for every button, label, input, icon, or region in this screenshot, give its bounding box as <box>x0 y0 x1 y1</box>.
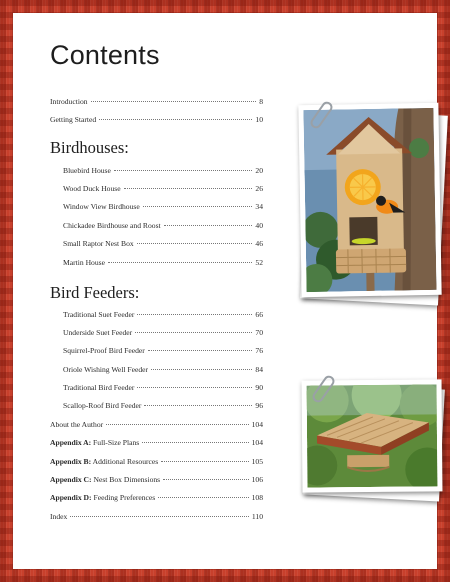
appendix-tag: Appendix C: <box>50 475 92 484</box>
toc-entry-label: Window View Birdhouse <box>63 202 140 211</box>
toc-entry-label: Traditional Bird Feeder <box>63 383 135 392</box>
toc-entry-page: 8 <box>259 97 263 106</box>
dot-leader <box>108 255 252 263</box>
toc-entry-appendix-a <box>50 437 263 449</box>
toc-entry-page: 104 <box>251 438 263 447</box>
toc-entry-getting-started <box>50 114 263 126</box>
dot-leader <box>70 509 249 517</box>
section-heading-birdhouses: Birdhouses: <box>50 138 129 157</box>
appendix-title: Feeding Preferences <box>91 493 156 502</box>
dot-leader <box>137 236 253 244</box>
birdhouse-photo-image <box>303 108 436 292</box>
toc-entry-label <box>50 474 160 486</box>
toc-entry-introduction <box>50 96 263 108</box>
toc-entry <box>63 257 263 269</box>
dot-leader <box>142 435 248 443</box>
appendix-tag: Appendix B: <box>50 457 92 466</box>
toc-entry-appendix-d <box>50 492 263 504</box>
toc-entry-page: 106 <box>251 475 263 484</box>
toc-entry-label: Bluebird House <box>63 166 111 175</box>
toc-entry <box>63 238 263 250</box>
dot-leader <box>163 472 248 480</box>
dot-leader <box>148 343 253 351</box>
toc-entry-page: 76 <box>255 346 263 355</box>
toc-entry-label: Index <box>50 512 68 521</box>
toc-entry-page: 34 <box>255 202 263 211</box>
toc-entry-page: 108 <box>251 493 263 502</box>
dot-leader <box>124 181 253 189</box>
toc-entry-label: Squirrel-Proof Bird Feeder <box>63 346 145 355</box>
appendix-tag: Appendix A: <box>50 438 92 447</box>
toc-entry-page: 96 <box>255 401 263 410</box>
toc-entry-label: Chickadee Birdhouse and Roost <box>63 221 161 230</box>
dot-leader <box>144 398 252 406</box>
toc-entry <box>63 309 263 321</box>
toc-entry-page: 70 <box>255 328 263 337</box>
appendix-title: Full-Size Plans <box>91 438 140 447</box>
birdhouse-photo <box>298 103 441 297</box>
toc-entry-appendix-b <box>50 456 263 468</box>
toc-entry-page: 52 <box>255 258 263 267</box>
appendix-title: Additional Resources <box>91 457 159 466</box>
dot-leader <box>158 490 248 498</box>
toc-entry-label: Traditional Suet Feeder <box>63 310 135 319</box>
toc-entry-page: 66 <box>255 310 263 319</box>
toc-entry-page: 40 <box>255 221 263 230</box>
section-heading-bird-feeders: Bird Feeders: <box>50 283 140 302</box>
dot-leader <box>151 362 252 370</box>
toc-entry-page: 46 <box>255 239 263 248</box>
toc-entry-label: Oriole Wishing Well Feeder <box>63 365 149 374</box>
toc-entry-page: 110 <box>251 512 263 521</box>
dot-leader <box>164 218 253 226</box>
page-title: Contents <box>50 40 160 70</box>
toc-entry-label: Scallop-Roof Bird Feeder <box>63 401 142 410</box>
dot-leader <box>99 112 252 120</box>
appendix-title: Nest Box Dimensions <box>91 475 161 484</box>
toc-entry <box>63 364 263 376</box>
birdhouse-illustration <box>303 108 436 292</box>
feeder-illustration <box>307 384 438 487</box>
toc-entry-appendix-c <box>50 474 263 486</box>
dot-leader <box>91 94 257 102</box>
toc-entry-page: 26 <box>255 184 263 193</box>
toc-entry-label <box>50 492 155 504</box>
appendix-tag: Appendix D: <box>50 493 92 502</box>
toc-entry-page: 10 <box>255 115 263 124</box>
toc-entry-page: 90 <box>255 383 263 392</box>
toc-entry <box>63 345 263 357</box>
toc-entry-page: 84 <box>255 365 263 374</box>
toc-entry-label: Underside Suet Feeder <box>63 328 133 337</box>
toc-entry-about-author <box>50 419 263 431</box>
toc-entry-label <box>50 437 139 449</box>
toc-entry <box>63 201 263 213</box>
toc-entry-label: Martin House <box>63 258 105 267</box>
toc-entry <box>63 327 263 339</box>
toc-entry <box>63 183 263 195</box>
toc-entry <box>63 382 263 394</box>
dot-leader <box>114 163 253 171</box>
dot-leader <box>137 380 252 388</box>
toc-entry <box>63 220 263 232</box>
feeder-photo-image <box>307 384 438 487</box>
dot-leader <box>137 307 252 315</box>
toc-entry <box>63 165 263 177</box>
toc-entry-page: 104 <box>251 420 263 429</box>
dot-leader <box>161 454 248 462</box>
toc-entry-label: Small Raptor Nest Box <box>63 239 134 248</box>
toc-entry-label <box>50 456 158 468</box>
toc-entry <box>63 400 263 412</box>
toc-entry-label: Introduction <box>50 97 88 106</box>
toc-entry-index <box>50 511 263 523</box>
dot-leader <box>106 417 248 425</box>
toc-entry-label: Wood Duck House <box>63 184 121 193</box>
dot-leader <box>143 199 253 207</box>
toc-entry-label: Getting Started <box>50 115 97 124</box>
toc-entry-label: About the Author <box>50 420 104 429</box>
toc-entry-page: 105 <box>251 457 263 466</box>
toc-entry-page: 20 <box>255 166 263 175</box>
dot-leader <box>135 325 252 333</box>
